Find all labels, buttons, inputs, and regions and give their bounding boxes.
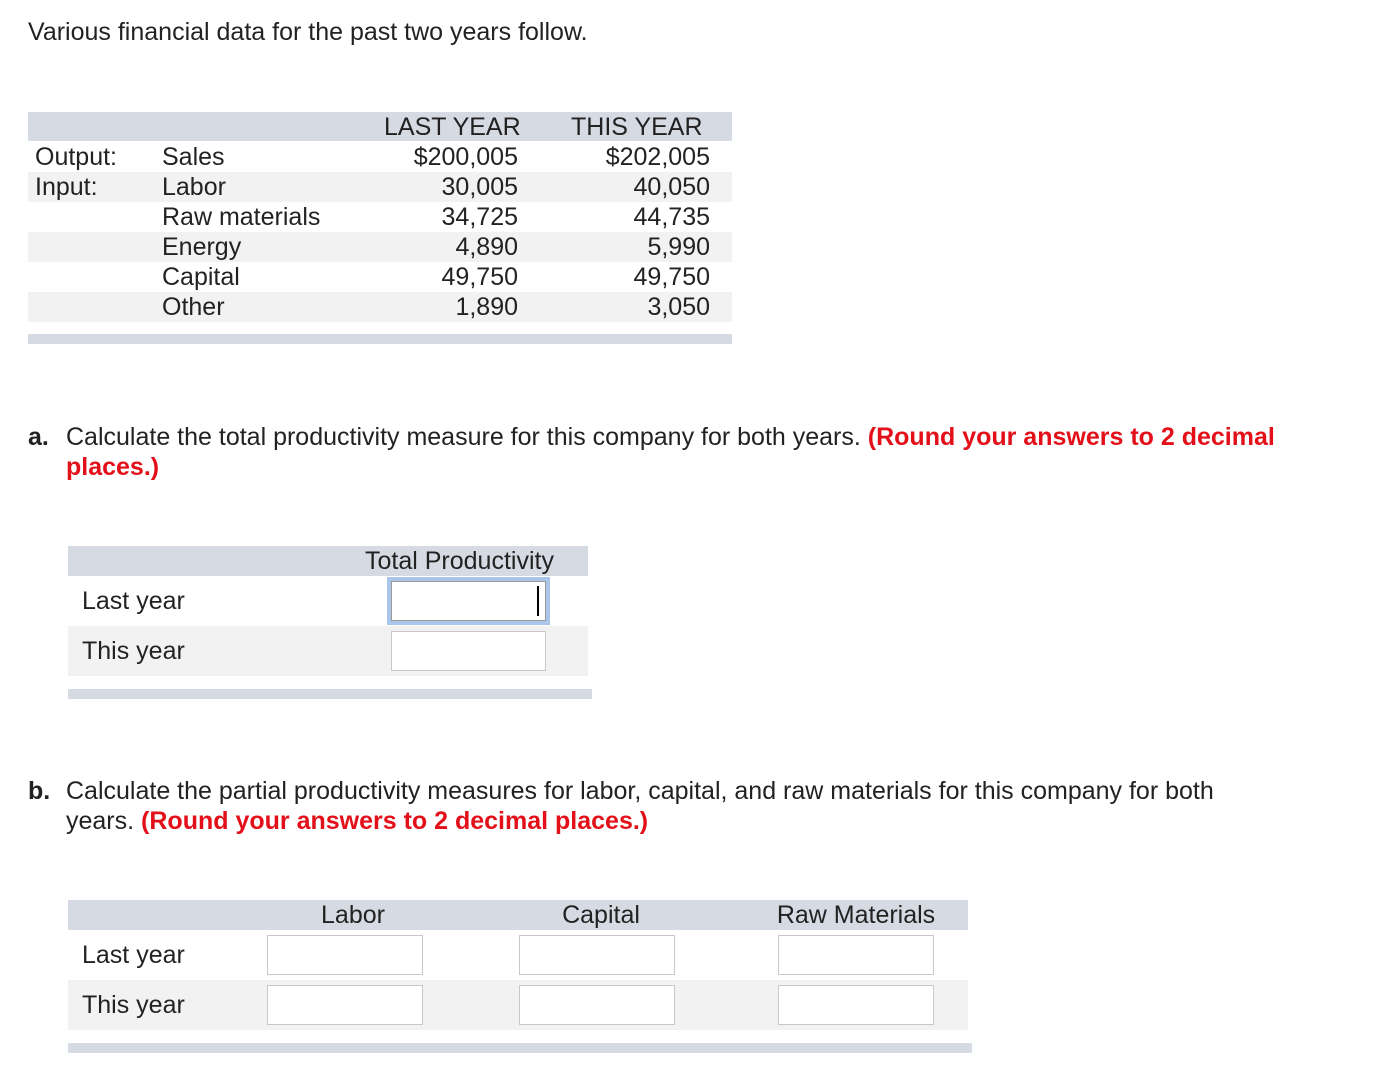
column-header-last-year: LAST YEAR [384,113,521,141]
last-year-value: 34,725 [441,203,518,231]
row-label-this-year: This year [82,991,185,1019]
group-label-output: Output: [35,143,117,171]
column-header-labor: Labor [321,901,385,929]
question-b-rounding-note: (Round your answers to 2 decimal places.) [141,807,649,835]
labor-this-year-input[interactable] [267,985,423,1025]
question-a-label: a. [28,423,49,451]
this-year-value: 40,050 [633,173,710,201]
last-year-value: 1,890 [455,293,518,321]
last-year-value: 4,890 [455,233,518,261]
intro-text: Various financial data for the past two years follow. [28,18,588,46]
question-a-text: Calculate the total productivity measure for this company for both years. [66,423,861,451]
row-item-label: Energy [162,233,242,261]
row-item-label: Raw materials [162,203,321,231]
row-item-label: Capital [162,263,240,291]
raw-materials-this-year-input[interactable] [778,985,934,1025]
row-label-this-year: This year [82,637,185,665]
this-year-value: $202,005 [605,143,710,171]
this-year-value: 49,750 [633,263,710,291]
question-b-label: b. [28,777,51,805]
this-year-value: 5,990 [647,233,710,261]
total-productivity-last-year-input[interactable] [391,581,546,621]
table-footer-bar [28,334,732,344]
question-a-rounding-note: (Round your answers to 2 decimal places.) [66,423,1275,481]
column-header-this-year: THIS YEAR [571,113,703,141]
table-footer-bar [68,1043,972,1053]
row-item-label: Labor [162,173,226,201]
group-label-input: Input: [35,173,98,201]
row-label-last-year: Last year [82,941,185,969]
column-header-total-productivity: Total Productivity [365,547,554,575]
text-cursor [537,586,539,616]
row-label-last-year: Last year [82,587,185,615]
column-header-raw-materials: Raw Materials [776,901,936,929]
this-year-value: 44,735 [633,203,710,231]
labor-last-year-input[interactable] [267,935,423,975]
total-productivity-this-year-input[interactable] [391,631,546,671]
capital-this-year-input[interactable] [519,985,675,1025]
question-b-text: Calculate the partial productivity measures for labor, capital, and raw materials for this company for both years. [66,777,1214,835]
last-year-value: $200,005 [413,143,518,171]
column-header-capital: Capital [562,901,640,929]
raw-materials-last-year-input[interactable] [778,935,934,975]
last-year-value: 49,750 [441,263,518,291]
row-item-label: Sales [162,143,225,171]
question-b [28,776,1288,836]
this-year-value: 3,050 [647,293,710,321]
row-item-label: Other [162,293,225,321]
question-a [28,422,1288,482]
last-year-value: 30,005 [441,173,518,201]
capital-last-year-input[interactable] [519,935,675,975]
table-footer-bar [68,689,592,699]
